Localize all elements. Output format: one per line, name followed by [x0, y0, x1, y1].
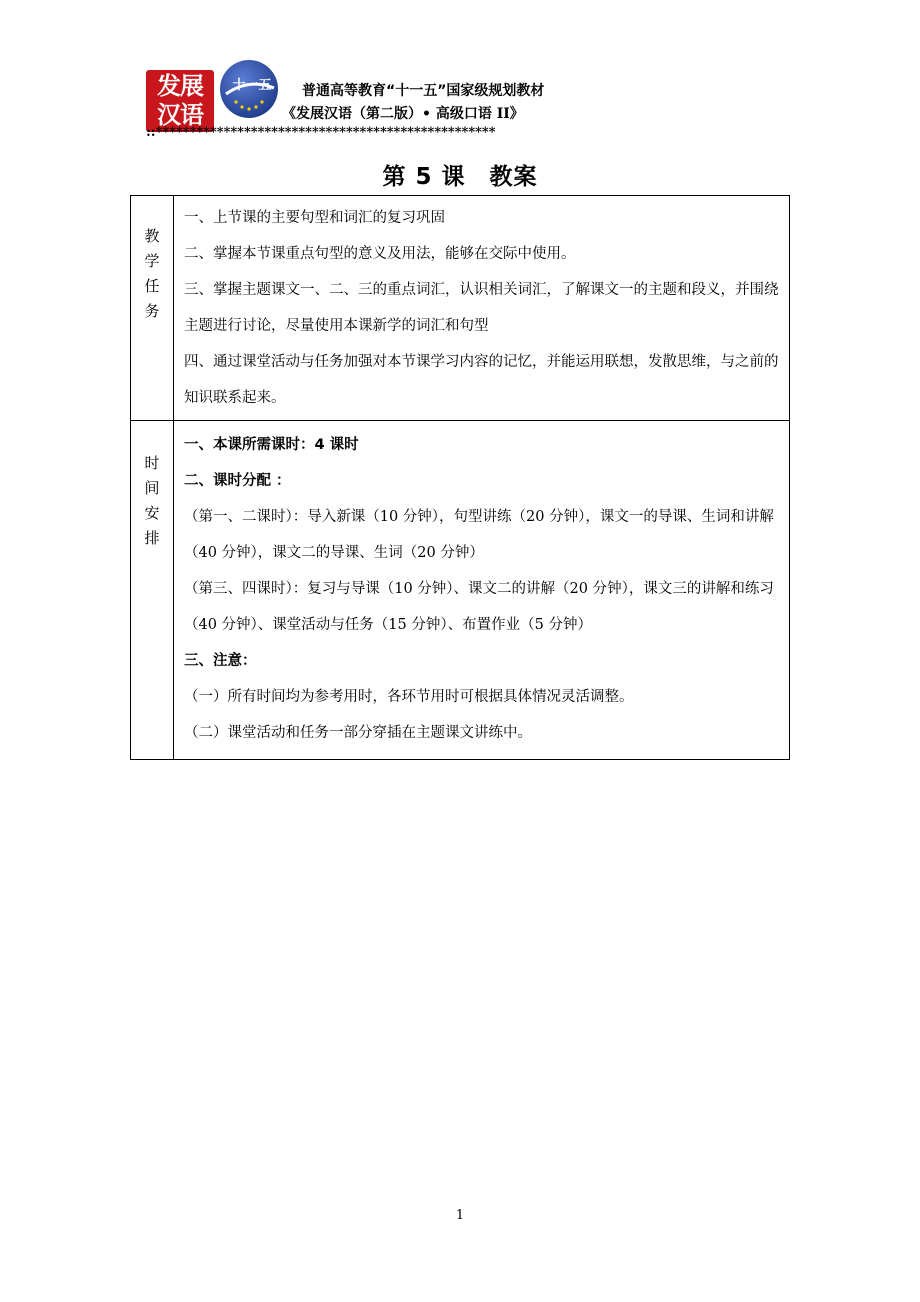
task-item-4: 四、通过课堂活动与任务加强对本节课学习内容的记忆，并能运用联想，发散思维，与之前的知识联系起来。 [184, 354, 779, 406]
teaching-tasks-content [174, 196, 790, 421]
schedule-sessions-3-4: （第三、四课时）：复习与导课（10 分钟）、课文二的讲解（20 分钟），课文三的讲解和练习（40 分钟）、课堂活动与任务（15 分钟）、布置作业（5 分钟） [184, 581, 774, 633]
series-title: 普通高等教育“十一五”国家级规划教材 [302, 83, 545, 99]
label-char: 排 [144, 529, 160, 547]
logo-text-top: 发展 [157, 72, 203, 100]
schedule-notes-heading: 三、注意： [184, 653, 257, 669]
label-char: 务 [144, 302, 160, 320]
badge-text: 十一五 [232, 78, 272, 93]
schedule-note-2: （二）课堂活动和任务一部分穿插在主题课文讲练中。 [184, 725, 532, 741]
logo-text-bottom: 汉语 [157, 101, 203, 129]
header-divider-stars: ::************************************************** [146, 125, 496, 140]
table-row-teaching-tasks [131, 196, 790, 421]
label-char: 任 [144, 277, 160, 295]
book-title: 《发展汉语（第二版）• 高级口语 II》 [282, 106, 524, 122]
row-label-time-schedule [131, 421, 174, 760]
label-char: 时 [144, 454, 160, 472]
row-label-teaching-tasks [131, 196, 174, 421]
page-number: 1 [455, 1208, 465, 1223]
page-header [146, 58, 786, 140]
label-char: 学 [144, 252, 160, 270]
schedule-sessions-1-2: （第一、二课时）：导入新课（10 分钟），句型讲练（20 分钟），课文一的导课、生词和讲解（40 分钟），课文二的导课、生词（20 分钟） [184, 509, 774, 561]
table-row-time-schedule [131, 421, 790, 760]
task-item-2: 二、掌握本节课重点句型的意义及用法，能够在交际中使用。 [184, 246, 576, 262]
label-char: 教 [144, 227, 160, 245]
label-char: 间 [144, 479, 160, 497]
schedule-total-hours: 一、本课所需课时：4 课时 [184, 437, 359, 453]
schedule-allocation-heading: 二、课时分配 ： [184, 473, 291, 489]
label-char: 安 [144, 504, 160, 522]
lesson-plan-table [130, 195, 790, 760]
publisher-logo [146, 70, 214, 132]
task-item-3: 三、掌握主题课文一、二、三的重点词汇，认识相关词汇，了解课文一的主题和段义，并围绕主题进行讨论，尽量使用本课新学的词汇和句型 [184, 282, 779, 334]
page-title: 第 5 课 教案 [382, 164, 538, 190]
eleventh-five-year-plan-badge-icon [218, 58, 280, 120]
task-item-1: 一、上节课的主要句型和词汇的复习巩固 [184, 210, 445, 226]
time-schedule-content [174, 421, 790, 760]
schedule-note-1: （一）所有时间均为参考用时，各环节用时可根据具体情况灵活调整。 [184, 689, 634, 705]
